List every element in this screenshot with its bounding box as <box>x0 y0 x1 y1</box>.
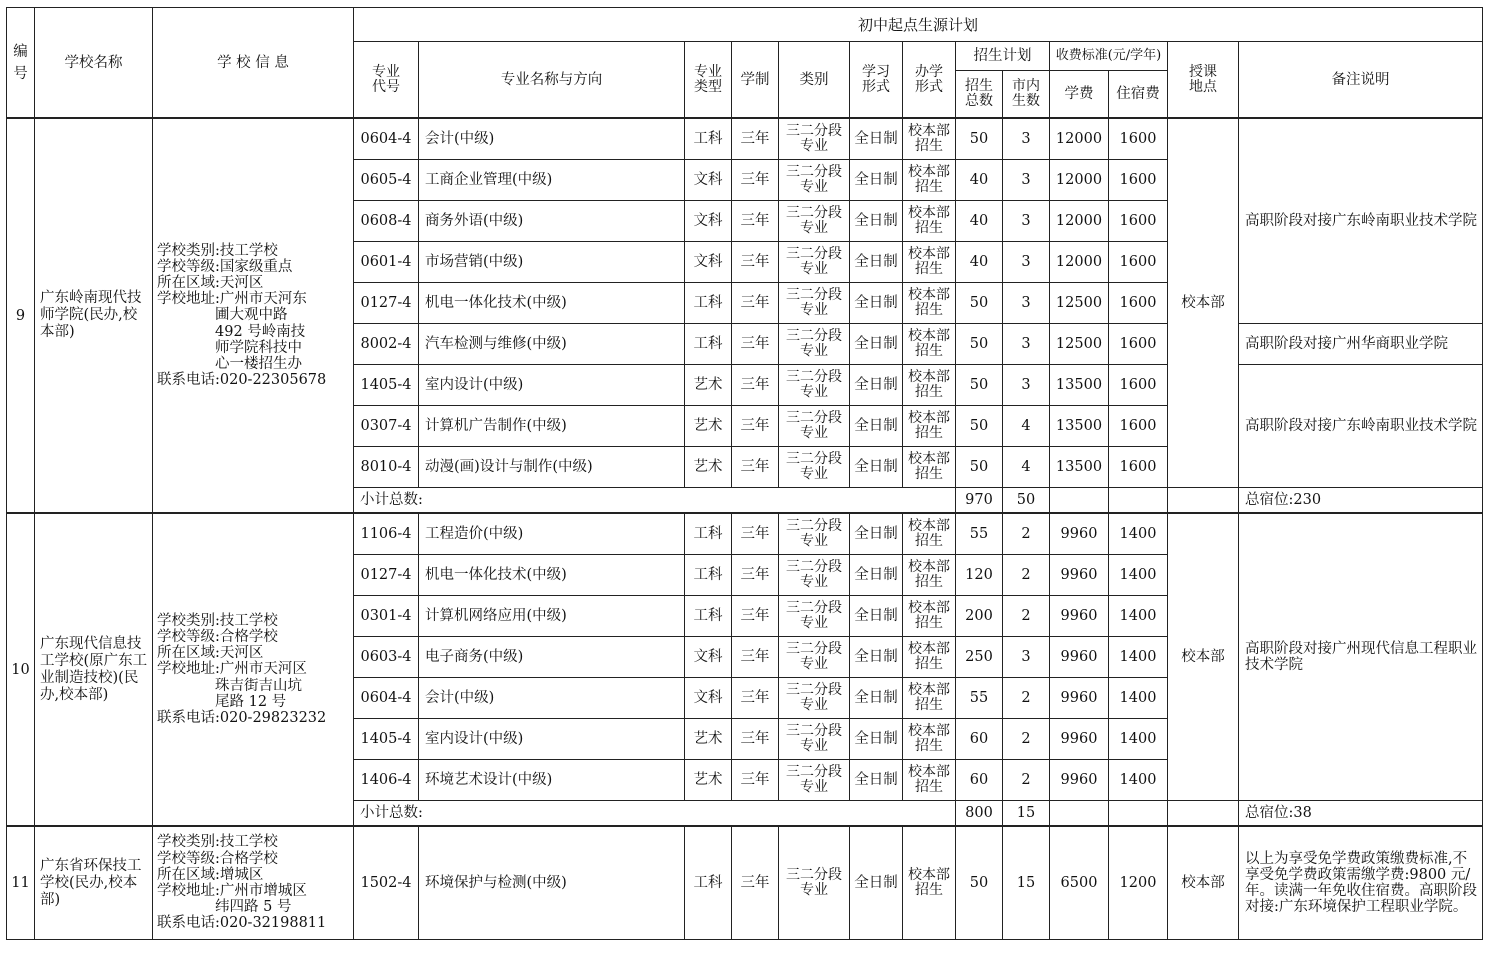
study-form: 全日制 <box>850 201 903 242</box>
major-name: 商务外语(中级) <box>419 201 685 242</box>
dorm-fee: 1600 <box>1109 406 1168 447</box>
dorm-fee: 1400 <box>1109 596 1168 637</box>
major-name: 机电一体化技术(中级) <box>419 555 685 596</box>
enroll-city: 15 <box>1003 826 1050 940</box>
study-form: 全日制 <box>850 160 903 201</box>
empty-cell <box>1050 488 1109 514</box>
major-code: 1405-4 <box>354 719 419 760</box>
study-form: 全日制 <box>850 406 903 447</box>
enroll-city: 2 <box>1003 760 1050 801</box>
category: 三二分段专业 <box>779 201 850 242</box>
tuition-fee: 6500 <box>1050 826 1109 940</box>
enroll-total: 50 <box>956 365 1003 406</box>
remark-note: 高职阶段对接广州现代信息工程职业技术学院 <box>1239 513 1483 801</box>
tuition-fee: 13500 <box>1050 447 1109 488</box>
school-form: 校本部招生 <box>903 160 956 201</box>
major-code: 0127-4 <box>354 555 419 596</box>
header-form: 办学形式 <box>903 42 956 119</box>
dorm-fee: 1400 <box>1109 678 1168 719</box>
enroll-total: 50 <box>956 447 1003 488</box>
major-code: 1406-4 <box>354 760 419 801</box>
tuition-fee: 13500 <box>1050 406 1109 447</box>
study-years: 三年 <box>732 324 779 365</box>
subtotal-city: 15 <box>1003 801 1050 827</box>
header-remark: 备注说明 <box>1239 42 1483 119</box>
study-form: 全日制 <box>850 760 903 801</box>
subtotal-note: 总宿位:230 <box>1239 488 1483 514</box>
tuition-fee: 12500 <box>1050 283 1109 324</box>
dorm-fee: 1600 <box>1109 324 1168 365</box>
dorm-fee: 1600 <box>1109 242 1168 283</box>
enroll-total: 200 <box>956 596 1003 637</box>
subtotal-label: 小计总数: <box>354 801 956 827</box>
category: 三二分段专业 <box>779 242 850 283</box>
major-code: 0605-4 <box>354 160 419 201</box>
major-name: 机电一体化技术(中级) <box>419 283 685 324</box>
major-name: 计算机广告制作(中级) <box>419 406 685 447</box>
enroll-city: 3 <box>1003 637 1050 678</box>
header-category: 类别 <box>779 42 850 119</box>
major-type: 工科 <box>685 555 732 596</box>
enroll-city: 2 <box>1003 719 1050 760</box>
major-code: 0604-4 <box>354 678 419 719</box>
major-name: 环境保护与检测(中级) <box>419 826 685 940</box>
study-form: 全日制 <box>850 365 903 406</box>
study-form: 全日制 <box>850 637 903 678</box>
dorm-fee: 1600 <box>1109 160 1168 201</box>
header-type: 专业类型 <box>685 42 732 119</box>
empty-cell <box>1109 801 1168 827</box>
enroll-city: 3 <box>1003 324 1050 365</box>
subtotal-total: 970 <box>956 488 1003 514</box>
dorm-fee: 1600 <box>1109 447 1168 488</box>
study-years: 三年 <box>732 365 779 406</box>
category: 三二分段专业 <box>779 678 850 719</box>
major-type: 文科 <box>685 637 732 678</box>
study-years: 三年 <box>732 160 779 201</box>
major-code: 8002-4 <box>354 324 419 365</box>
enroll-total: 250 <box>956 637 1003 678</box>
header-school: 学校名称 <box>35 8 153 119</box>
enroll-city: 2 <box>1003 678 1050 719</box>
enroll-city: 3 <box>1003 365 1050 406</box>
school-form: 校本部招生 <box>903 406 956 447</box>
school-number: 10 <box>7 513 35 826</box>
enroll-total: 60 <box>956 719 1003 760</box>
major-name: 室内设计(中级) <box>419 365 685 406</box>
table-row <box>7 826 1483 940</box>
study-years: 三年 <box>732 242 779 283</box>
major-type: 工科 <box>685 826 732 940</box>
tuition-fee: 12500 <box>1050 324 1109 365</box>
remark-note: 高职阶段对接广州华商职业学院 <box>1239 324 1483 365</box>
category: 三二分段专业 <box>779 160 850 201</box>
enrollment-table <box>6 7 1483 940</box>
category: 三二分段专业 <box>779 447 850 488</box>
study-years: 三年 <box>732 826 779 940</box>
enroll-total: 120 <box>956 555 1003 596</box>
study-years: 三年 <box>732 118 779 160</box>
study-form: 全日制 <box>850 118 903 160</box>
category: 三二分段专业 <box>779 719 850 760</box>
school-info: 学校类别:技工学校 学校等级:合格学校 所在区域:天河区 学校地址:广州市天河区 珠吉街吉山坑 尾路 12 号 联系电话:020-29823232 <box>153 513 354 826</box>
study-form: 全日制 <box>850 242 903 283</box>
enroll-total: 50 <box>956 324 1003 365</box>
subtotal-city: 50 <box>1003 488 1050 514</box>
study-form: 全日制 <box>850 513 903 555</box>
tuition-fee: 13500 <box>1050 365 1109 406</box>
major-code: 0301-4 <box>354 596 419 637</box>
enroll-city: 4 <box>1003 406 1050 447</box>
enroll-total: 50 <box>956 283 1003 324</box>
category: 三二分段专业 <box>779 118 850 160</box>
school-name: 广东岭南现代技师学院(民办,校本部) <box>35 118 153 513</box>
enroll-city: 3 <box>1003 118 1050 160</box>
study-form: 全日制 <box>850 324 903 365</box>
subtotal-note: 总宿位:38 <box>1239 801 1483 827</box>
enroll-city: 3 <box>1003 283 1050 324</box>
enroll-total: 50 <box>956 406 1003 447</box>
category: 三二分段专业 <box>779 406 850 447</box>
major-name: 会计(中级) <box>419 678 685 719</box>
header-tuition: 学费 <box>1050 71 1109 119</box>
category: 三二分段专业 <box>779 513 850 555</box>
major-type: 艺术 <box>685 447 732 488</box>
header-group-title: 初中起点生源计划 <box>354 8 1483 42</box>
study-years: 三年 <box>732 406 779 447</box>
study-form: 全日制 <box>850 826 903 940</box>
major-code: 0608-4 <box>354 201 419 242</box>
school-form: 校本部招生 <box>903 678 956 719</box>
tuition-fee: 9960 <box>1050 596 1109 637</box>
category: 三二分段专业 <box>779 283 850 324</box>
enroll-total: 40 <box>956 242 1003 283</box>
study-years: 三年 <box>732 637 779 678</box>
category: 三二分段专业 <box>779 324 850 365</box>
study-form: 全日制 <box>850 555 903 596</box>
header-info: 学 校 信 息 <box>153 8 354 119</box>
enroll-city: 2 <box>1003 596 1050 637</box>
dorm-fee: 1400 <box>1109 760 1168 801</box>
major-name: 动漫(画)设计与制作(中级) <box>419 447 685 488</box>
major-code: 8010-4 <box>354 447 419 488</box>
remark-note: 以上为享受免学费政策缴费标准,不享受免学费政策需缴学费:9800 元/年。读满一年免收住宿费。高职阶段对接:广东环境保护工程职业学院。 <box>1239 826 1483 940</box>
school-form: 校本部招生 <box>903 596 956 637</box>
school-name: 广东省环保技工学校(民办,校本部) <box>35 826 153 940</box>
table-body <box>7 118 1483 940</box>
category: 三二分段专业 <box>779 637 850 678</box>
school-form: 校本部招生 <box>903 719 956 760</box>
dorm-fee: 1600 <box>1109 201 1168 242</box>
tuition-fee: 9960 <box>1050 637 1109 678</box>
school-form: 校本部招生 <box>903 447 956 488</box>
tuition-fee: 12000 <box>1050 242 1109 283</box>
major-name: 计算机网络应用(中级) <box>419 596 685 637</box>
remark-note: 高职阶段对接广东岭南职业技术学院 <box>1239 365 1483 488</box>
school-form: 校本部招生 <box>903 201 956 242</box>
tuition-fee: 9960 <box>1050 678 1109 719</box>
study-years: 三年 <box>732 719 779 760</box>
empty-cell <box>1109 488 1168 514</box>
school-form: 校本部招生 <box>903 324 956 365</box>
major-name: 会计(中级) <box>419 118 685 160</box>
tuition-fee: 12000 <box>1050 160 1109 201</box>
header-study: 学习形式 <box>850 42 903 119</box>
major-code: 1502-4 <box>354 826 419 940</box>
major-type: 文科 <box>685 242 732 283</box>
school-name: 广东现代信息技工学校(原广东工业制造技校)(民办,校本部) <box>35 513 153 826</box>
enroll-total: 55 <box>956 678 1003 719</box>
study-years: 三年 <box>732 283 779 324</box>
major-type: 工科 <box>685 513 732 555</box>
major-name: 市场营销(中级) <box>419 242 685 283</box>
major-code: 0604-4 <box>354 118 419 160</box>
header-fee: 收费标准(元/学年) <box>1050 42 1168 71</box>
school-info: 学校类别:技工学校 学校等级:国家级重点 所在区域:天河区 学校地址:广州市天河东 圃大观中路 492 号岭南技 师学院科技中 心一楼招生办 联系电话:020-22305678 <box>153 118 354 513</box>
header-years: 学制 <box>732 42 779 119</box>
subtotal-total: 800 <box>956 801 1003 827</box>
category: 三二分段专业 <box>779 760 850 801</box>
dorm-fee: 1400 <box>1109 637 1168 678</box>
enroll-city: 2 <box>1003 513 1050 555</box>
teaching-place: 校本部 <box>1168 513 1239 801</box>
school-form: 校本部招生 <box>903 760 956 801</box>
study-form: 全日制 <box>850 447 903 488</box>
enroll-city: 2 <box>1003 555 1050 596</box>
empty-cell <box>1168 488 1239 514</box>
enroll-total: 55 <box>956 513 1003 555</box>
teaching-place: 校本部 <box>1168 118 1239 488</box>
study-years: 三年 <box>732 201 779 242</box>
major-code: 1106-4 <box>354 513 419 555</box>
enroll-city: 3 <box>1003 242 1050 283</box>
study-form: 全日制 <box>850 283 903 324</box>
tuition-fee: 9960 <box>1050 719 1109 760</box>
major-type: 文科 <box>685 160 732 201</box>
header-dorm: 住宿费 <box>1109 71 1168 119</box>
remark-note: 高职阶段对接广东岭南职业技术学院 <box>1239 118 1483 324</box>
major-type: 工科 <box>685 324 732 365</box>
major-name: 电子商务(中级) <box>419 637 685 678</box>
school-form: 校本部招生 <box>903 637 956 678</box>
school-form: 校本部招生 <box>903 513 956 555</box>
major-type: 文科 <box>685 678 732 719</box>
school-number: 11 <box>7 826 35 940</box>
school-form: 校本部招生 <box>903 826 956 940</box>
school-info: 学校类别:技工学校 学校等级:合格学校 所在区域:增城区 学校地址:广州市增城区 纬四路 5 号 联系电话:020-32198811 <box>153 826 354 940</box>
empty-cell <box>1050 801 1109 827</box>
enroll-city: 3 <box>1003 201 1050 242</box>
major-type: 艺术 <box>685 365 732 406</box>
header-total: 招生总数 <box>956 71 1003 119</box>
header-place: 授课地点 <box>1168 42 1239 119</box>
empty-cell <box>1168 801 1239 827</box>
header-city: 市内生数 <box>1003 71 1050 119</box>
school-form: 校本部招生 <box>903 242 956 283</box>
study-years: 三年 <box>732 513 779 555</box>
major-type: 艺术 <box>685 760 732 801</box>
dorm-fee: 1600 <box>1109 118 1168 160</box>
category: 三二分段专业 <box>779 826 850 940</box>
major-type: 工科 <box>685 283 732 324</box>
dorm-fee: 1400 <box>1109 513 1168 555</box>
enroll-total: 50 <box>956 118 1003 160</box>
major-code: 0307-4 <box>354 406 419 447</box>
major-type: 工科 <box>685 118 732 160</box>
study-years: 三年 <box>732 678 779 719</box>
tuition-fee: 12000 <box>1050 118 1109 160</box>
category: 三二分段专业 <box>779 596 850 637</box>
dorm-fee: 1400 <box>1109 555 1168 596</box>
major-code: 0601-4 <box>354 242 419 283</box>
study-form: 全日制 <box>850 596 903 637</box>
tuition-fee: 12000 <box>1050 201 1109 242</box>
school-form: 校本部招生 <box>903 555 956 596</box>
dorm-fee: 1200 <box>1109 826 1168 940</box>
major-name: 室内设计(中级) <box>419 719 685 760</box>
study-years: 三年 <box>732 447 779 488</box>
tuition-fee: 9960 <box>1050 555 1109 596</box>
major-name: 工商企业管理(中级) <box>419 160 685 201</box>
study-years: 三年 <box>732 596 779 637</box>
header-no: 编号 <box>7 8 35 119</box>
category: 三二分段专业 <box>779 365 850 406</box>
header-code: 专业代号 <box>354 42 419 119</box>
table-row <box>7 513 1483 555</box>
school-form: 校本部招生 <box>903 118 956 160</box>
major-code: 0603-4 <box>354 637 419 678</box>
school-form: 校本部招生 <box>903 365 956 406</box>
table-row <box>7 118 1483 160</box>
major-name: 工程造价(中级) <box>419 513 685 555</box>
teaching-place: 校本部 <box>1168 826 1239 940</box>
major-code: 0127-4 <box>354 283 419 324</box>
study-form: 全日制 <box>850 719 903 760</box>
category: 三二分段专业 <box>779 555 850 596</box>
dorm-fee: 1600 <box>1109 365 1168 406</box>
tuition-fee: 9960 <box>1050 513 1109 555</box>
study-form: 全日制 <box>850 678 903 719</box>
school-number: 9 <box>7 118 35 513</box>
major-code: 1405-4 <box>354 365 419 406</box>
header-plan: 招生计划 <box>956 42 1050 71</box>
dorm-fee: 1400 <box>1109 719 1168 760</box>
major-type: 艺术 <box>685 719 732 760</box>
enroll-total: 50 <box>956 826 1003 940</box>
major-type: 艺术 <box>685 406 732 447</box>
enroll-total: 40 <box>956 201 1003 242</box>
school-form: 校本部招生 <box>903 283 956 324</box>
enroll-total: 60 <box>956 760 1003 801</box>
header-major: 专业名称与方向 <box>419 42 685 119</box>
subtotal-label: 小计总数: <box>354 488 956 514</box>
major-name: 环境艺术设计(中级) <box>419 760 685 801</box>
major-type: 文科 <box>685 201 732 242</box>
enroll-city: 3 <box>1003 160 1050 201</box>
enroll-city: 4 <box>1003 447 1050 488</box>
dorm-fee: 1600 <box>1109 283 1168 324</box>
tuition-fee: 9960 <box>1050 760 1109 801</box>
major-type: 工科 <box>685 596 732 637</box>
study-years: 三年 <box>732 760 779 801</box>
major-name: 汽车检测与维修(中级) <box>419 324 685 365</box>
enroll-total: 40 <box>956 160 1003 201</box>
study-years: 三年 <box>732 555 779 596</box>
